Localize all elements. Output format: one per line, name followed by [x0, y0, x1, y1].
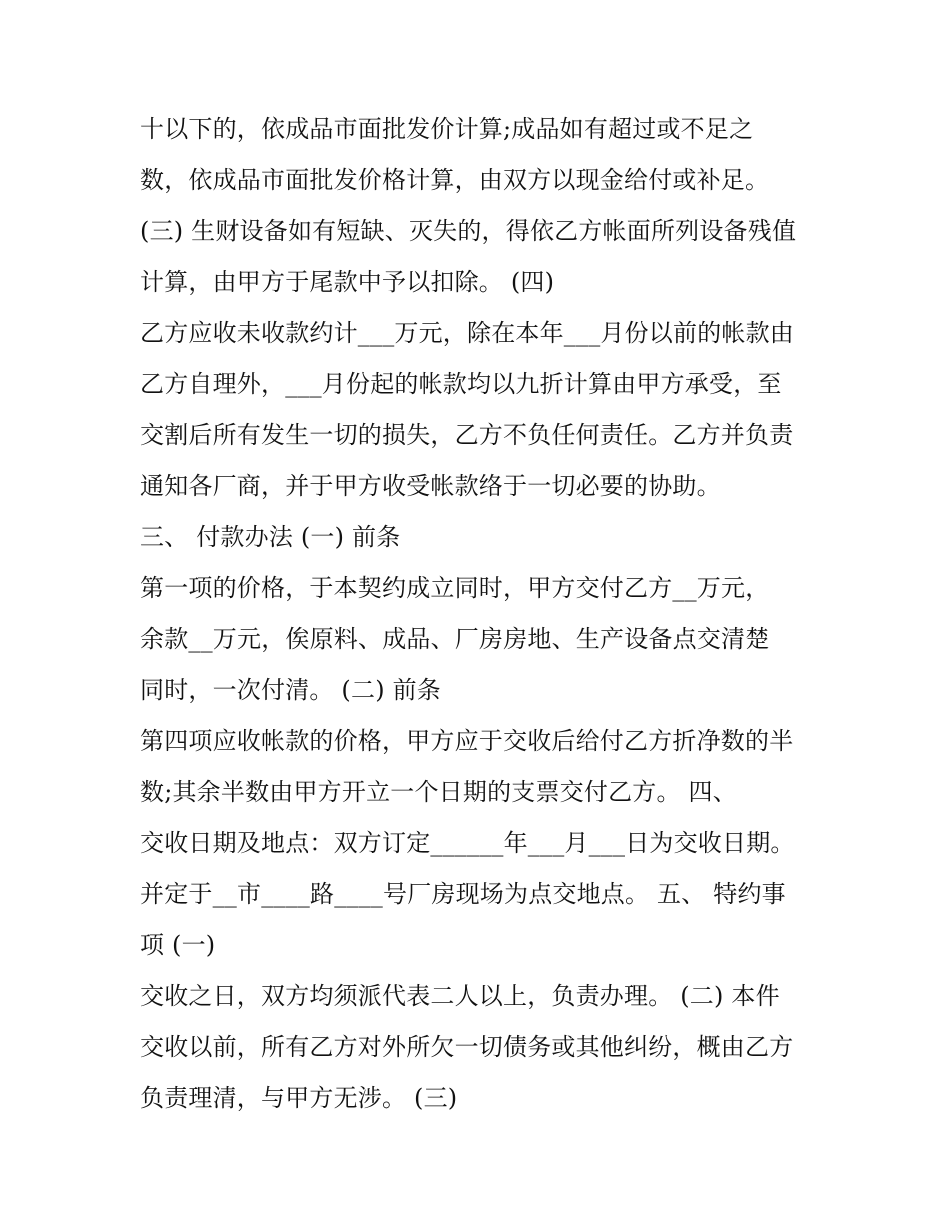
- text-line: 数，依成品市面批发价格计算，由双方以现金给付或补足。: [140, 166, 770, 194]
- text-line: 乙方应收未收款约计___万元，除在本年___月份以前的帐款由: [140, 319, 794, 347]
- text-line: 交收之日，双方均须派代表二人以上，负责办理。 (二) 本件: [140, 982, 780, 1010]
- text-line: 第四项应收帐款的价格，甲方应于交收后给付乙方折净数的半: [140, 727, 794, 755]
- text-line: 通知各厂商，并于甲方收受帐款络于一切必要的协助。: [140, 472, 721, 500]
- text-line: 并定于__市____路____号厂房现场为点交地点。 五、 特约事: [140, 880, 786, 908]
- text-line: 同时，一次付清。 (二) 前条: [140, 676, 441, 704]
- text-line: 十以下的，依成品市面批发价计算;成品如有超过或不足之: [140, 115, 754, 143]
- text-line: 计算，由甲方于尾款中予以扣除。 (四): [140, 268, 555, 296]
- section-heading-payment: 三、 付款办法 (一) 前条: [140, 523, 401, 551]
- text-line: 第一项的价格，于本契约成立同时，甲方交付乙方__万元，: [140, 574, 770, 602]
- text-line: 负责理清，与甲方无涉。 (三): [140, 1084, 458, 1112]
- text-line: 余款__万元，俟原料、成品、厂房房地、生产设备点交清楚: [140, 625, 770, 653]
- text-line: 交收以前，所有乙方对外所欠一切债务或其他纠纷，概由乙方: [140, 1033, 794, 1061]
- text-line: 交收日期及地点：双方订定______年___月___日为交收日期。: [140, 829, 795, 857]
- document-body: [140, 104, 830, 1124]
- text-line: 项 (一): [140, 931, 216, 959]
- text-line: 交割后所有发生一切的损失，乙方不负任何责任。乙方并负责: [140, 421, 794, 449]
- text-line: (三) 生财设备如有短缺、灭失的，得依乙方帐面所列设备残值: [140, 217, 797, 245]
- text-line: 数;其余半数由甲方开立一个日期的支票交付乙方。 四、: [140, 778, 737, 806]
- text-line: 乙方自理外，___月份起的帐款均以九折计算由甲方承受，至: [140, 370, 782, 398]
